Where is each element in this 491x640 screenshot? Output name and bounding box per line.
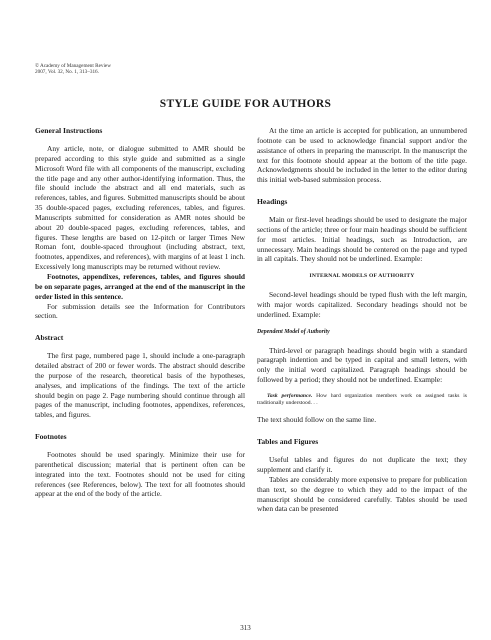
footnotes-heading: Footnotes (35, 432, 67, 442)
abstract-heading: Abstract (35, 333, 64, 343)
example-paragraph-heading (257, 393, 467, 407)
page-number: 313 (240, 624, 251, 632)
headings-heading: Headings (257, 197, 288, 207)
left-column (35, 126, 245, 499)
example-main-heading: INTERNAL MODELS OF AUTHORITY (309, 273, 415, 280)
general-paragraph-1: Any article, note, or dialogue submitted to AMR should be prepared according to this style guide and submitted as a single Microsoft Word file with all components of the manuscript, excluding the title page and any other author-identifying information. Thus, the file should include the abstract and all end materials, such as references, tables, and figures. Submitted manuscripts should be about 35 double-spaced pages, excluding references, tables, and figures. Manuscripts submitted for consideration as AMR notes should be about 20 double-spaced pages, excluding references, tables, and figures. These lengths are based on 12-pitch or larger Times New Roman font, double-spaced throughout (including abstract, text, footnotes, appendixes, and references), with margins of at least 1 inch. Excessively long manuscripts may be returned without review. (35, 144, 245, 272)
example-second-level-heading: Dependent Model of Authority (257, 328, 330, 335)
general-paragraph-3: For submission details see the Information for Contributors section. (35, 301, 245, 321)
general-instructions-heading: General Instructions (35, 126, 103, 135)
acknowledgment-paragraph: At the time an article is accepted for publication, an unnumbered footnote can be used to acknowledge financial support and/or the assistance of others in preparing the manuscript. In the manuscript the text for this footnote should appear at the bottom of the title page. Acknowledgments should be included in the letter to the editor during this initial web-based submission process. (257, 126, 467, 185)
tables-paragraph-2: Tables are considerably more expensive to prepare for publication than text, so the degree to which they add to the impact of the manuscript should be considered carefully. Tables should be used when data can be presented (257, 474, 467, 514)
journal-citation (35, 63, 111, 76)
journal-line-1: © Academy of Management Review (35, 63, 111, 69)
example-paragraph-heading-rest: How hard organization members work on assigned tasks is traditionally understood. . . (257, 392, 467, 407)
general-paragraph-2: Footnotes, appendixes, references, tables, and figures should be on separate pages, arranged at the end of the manuscript in the order listed in this sentence. (35, 271, 245, 301)
headings-paragraph-2: Second-level headings should be typed flush with the left margin, with major words capitalized. Secondary headings should not be underlined. Example: (257, 290, 467, 319)
example-paragraph-heading-lead: Task performance. (267, 392, 313, 399)
tables-figures-heading: Tables and Figures (257, 437, 319, 447)
abstract-paragraph: The first page, numbered page 1, should include a one-paragraph detailed abstract of 200 or fewer words. The abstract should describe the purpose of the research, theoretical basis of the hypotheses, analyses, and implications of the findings. The text of the article should begin on page 2. Page numbering should continue through all pages of the manuscript, including footnotes, appendixes, references, tables, and figures. (35, 351, 245, 420)
page-title: STYLE GUIDE FOR AUTHORS (159, 98, 332, 110)
tables-paragraph-1: Useful tables and figures do not duplicate the text; they supplement and clarify it. (257, 455, 467, 474)
footnotes-paragraph: Footnotes should be used sparingly. Minimize their use for parenthetical discussion; material that is pertinent often can be integrated into the text. Footnotes should not be used for citing references (see References, below). The text for all footnotes should appear at the end of the body of the article. (35, 450, 245, 499)
headings-paragraph-4: The text should follow on the same line. (257, 415, 377, 425)
headings-paragraph-3: Third-level or paragraph headings should begin with a standard paragraph indention and be typed in capital and small letters, with only the initial word capitalized. Paragraph headings should be followed by a period; they should not be underlined. Example: (257, 345, 467, 385)
right-column (257, 126, 467, 514)
journal-line-2: 2007, Vol. 32, No. 1, 313–316. (35, 69, 99, 76)
headings-paragraph-1: Main or first-level headings should be used to designate the major sections of the article; three or four main headings should be sufficient for most articles. Initial headings, such as Introduction, are unnecessary. Main headings should be centered on the page and typed in all capitals. They should not be underlined. Example: (257, 215, 467, 264)
